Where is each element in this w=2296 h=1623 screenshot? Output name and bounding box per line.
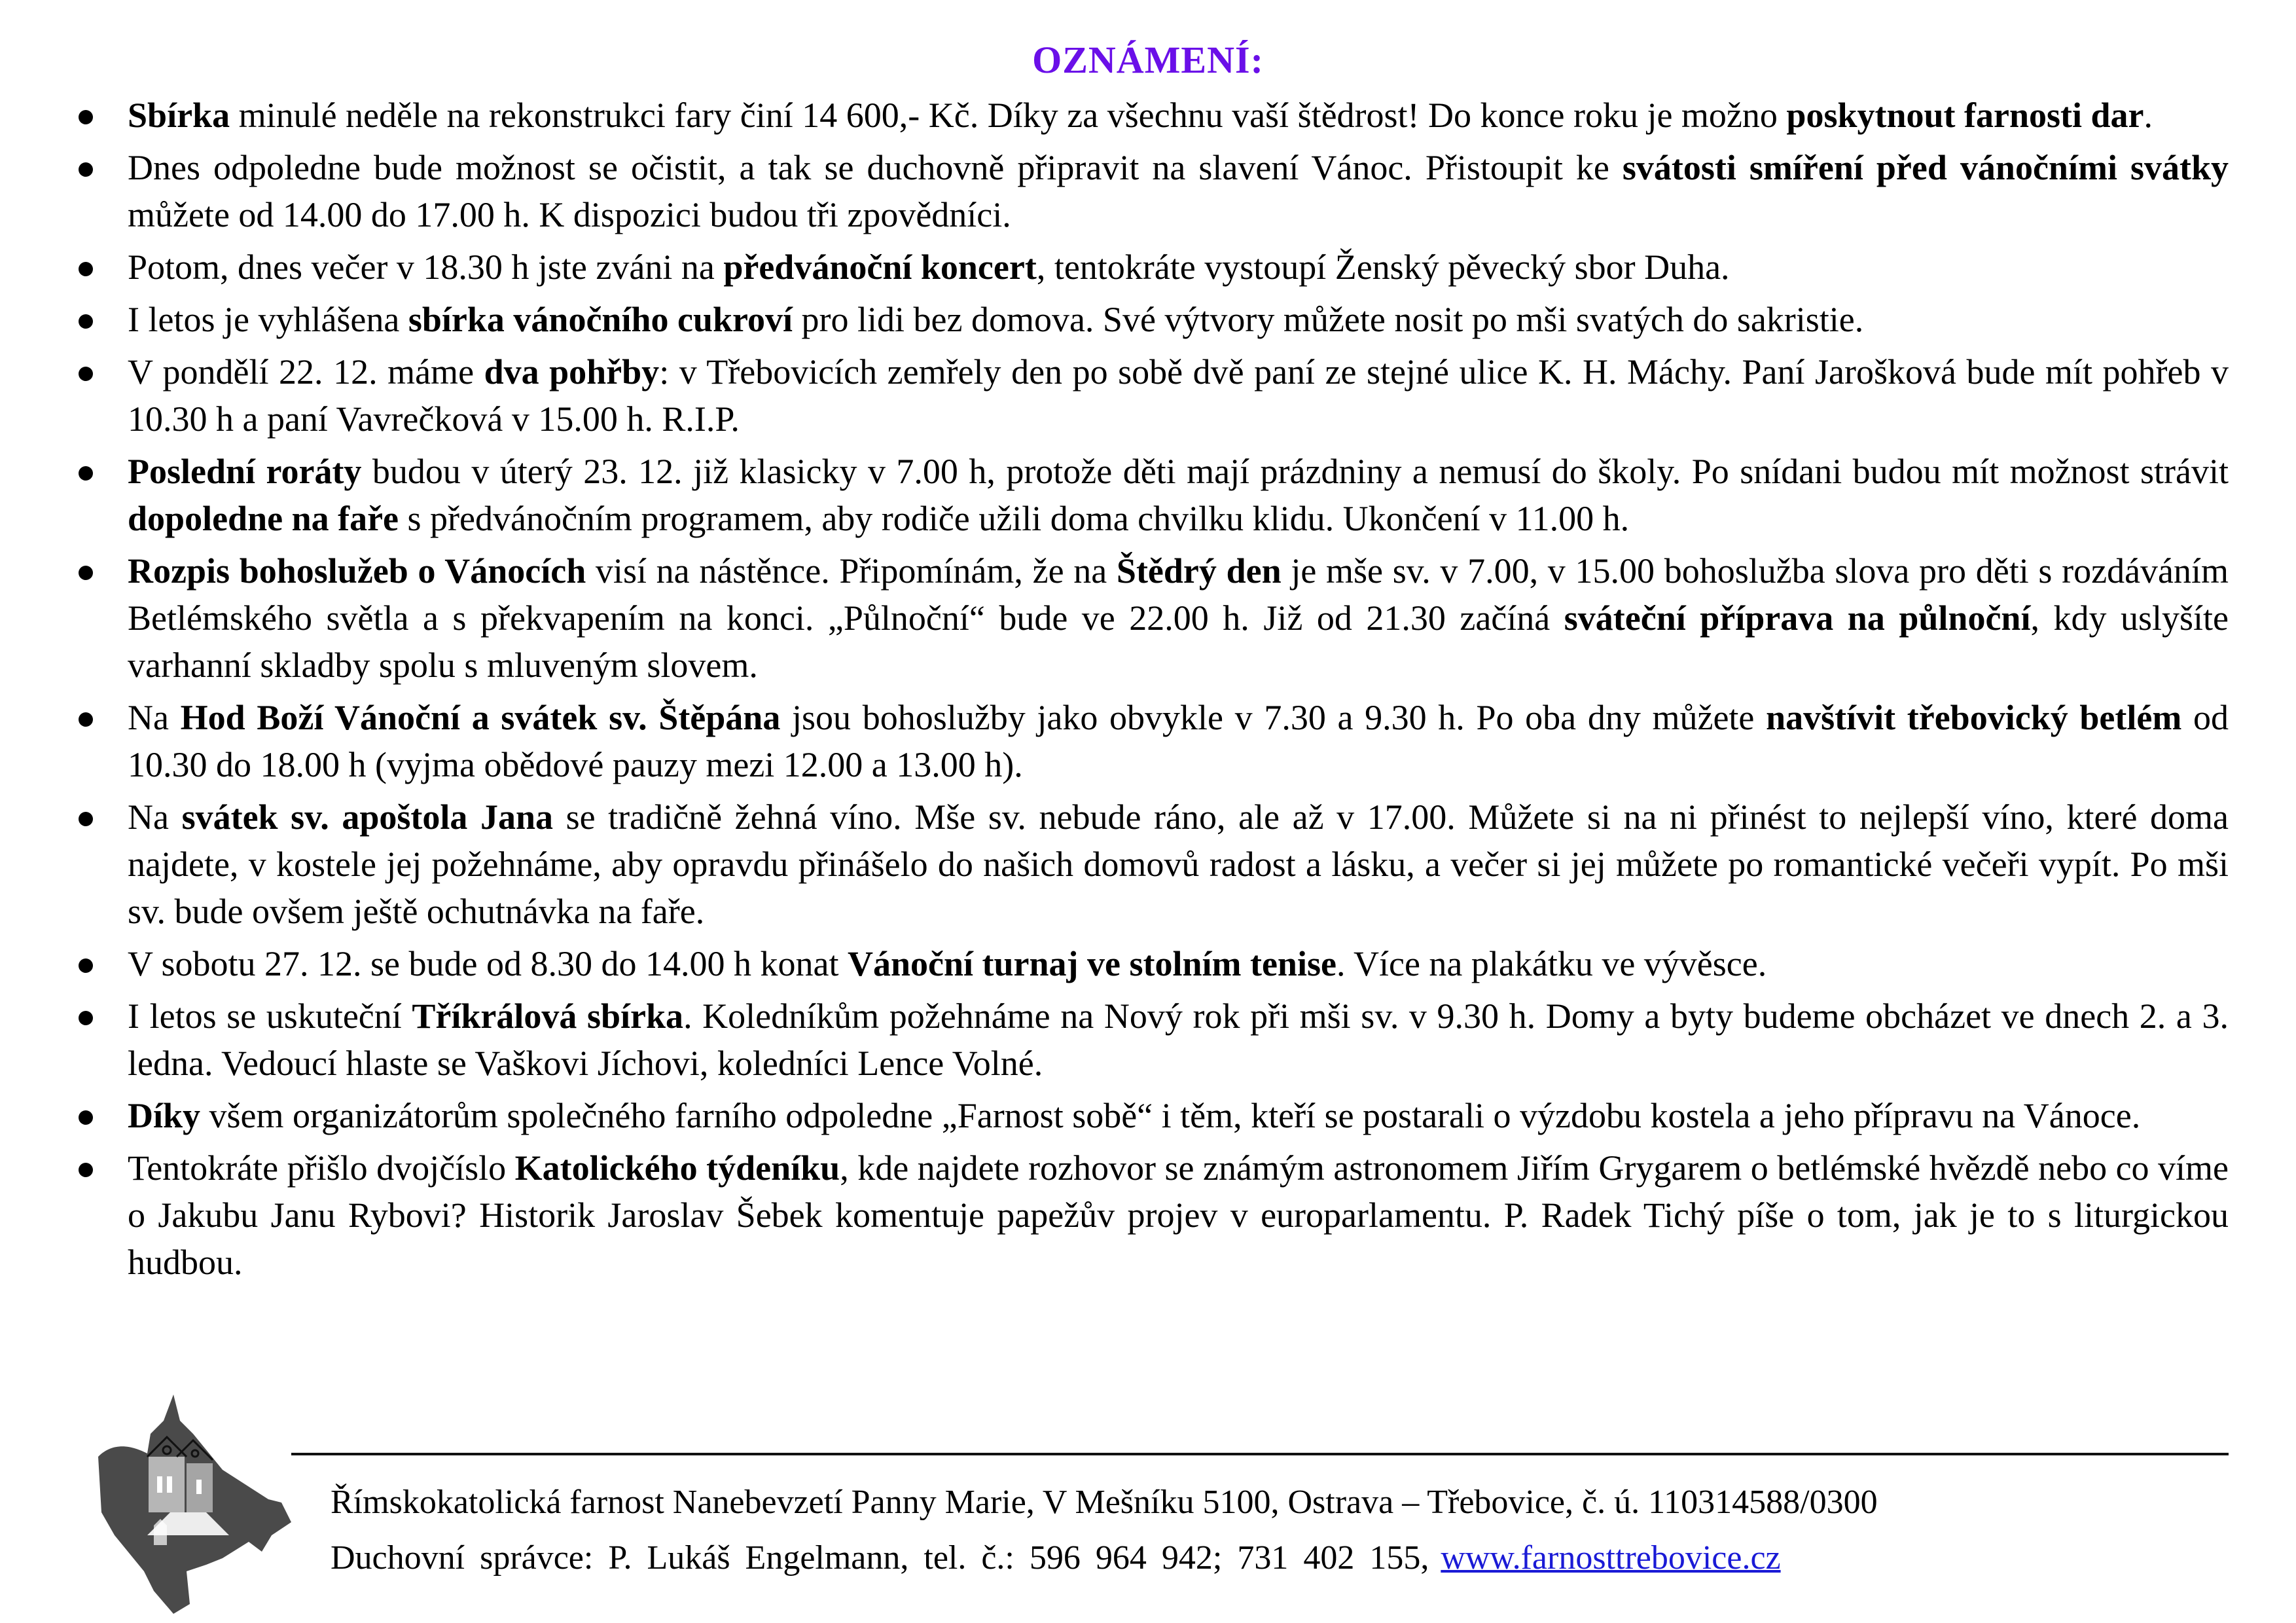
announcement-highlight: sbírka vánočního cukroví [408,300,793,339]
announcement-text: . Více na plakátku ve vývěsce. [1336,944,1767,983]
announcement-highlight: Tříkrálová sbírka [412,996,684,1036]
bullet-icon [79,1110,93,1125]
announcement-item [75,348,2229,443]
announcement-highlight: svátek sv. apoštola Jana [181,797,553,837]
announcement-text: Na [128,797,182,837]
bullet-icon [79,1011,93,1025]
announcement-item [75,448,2229,542]
announcement-highlight: Rozpis bohoslužeb o Vánocích [128,551,586,591]
announcement-highlight: dva pohřby [484,352,660,392]
announcement-item [75,940,2229,987]
announcement-text: . [2144,96,2153,135]
announcement-item [75,1092,2229,1139]
bullet-icon [79,1163,93,1177]
church-logo-icon [95,1395,291,1617]
bullet-icon [79,566,93,580]
bullet-icon [79,367,93,381]
announcement-highlight: svátosti smíření před vánočními svátky [1622,148,2229,187]
announcement-item [75,92,2229,139]
announcement-item [75,1144,2229,1286]
announcement-text: , tentokráte vystoupí Ženský pěvecký sbor Duha. [1036,247,1730,287]
bullet-icon [79,466,93,481]
announcement-text: V pondělí 22. 12. máme [128,352,484,392]
announcement-highlight: sváteční příprava na půlnoční [1564,598,2031,638]
announcement-highlight: Hod Boží Vánoční a svátek sv. Štěpána [180,698,781,737]
announcement-text: I letos je vyhlášena [128,300,408,339]
announcement-highlight: Vánoční turnaj ve stolním tenise [847,944,1336,983]
announcement-item [75,793,2229,935]
bullet-icon [79,110,93,124]
parish-contact [331,1539,1781,1577]
announcement-item [75,144,2229,238]
announcement-text: : v Třebovicích zemřely den po sobě dvě paní ze stejné ulice K. H. Máchy. Paní Jarošková bude mít pohřeb v 10.30 h a paní Vavrečková v 15.00 h. R.I.P. [128,352,2229,439]
parish-address: Římskokatolická farnost Nanebevzetí Panny Marie, V Mešníku 5100, Ostrava – Třebovice, č. ú. 110314588/0300 [331,1484,1878,1521]
announcement-text: od 10.30 do 18.00 h (vyjma obědové pauzy mezi 12.00 a 13.00 h). [128,698,2229,784]
announcement-text: všem organizátorům společného farního odpoledne „Farnost sobě“ i těm, kteří se postarali o výzdobu kostela a jeho přípravu na Vánoce. [200,1096,2141,1135]
bullet-icon [79,812,93,826]
announcement-text: Dnes odpoledne bude možnost se očistit, a tak se duchovně připravit na slavení Vánoc. Přistoupit ke [128,148,1623,187]
announcement-text: . Koledníkům požehnáme na Nový rok při mši sv. v 9.30 h. Domy a byty budeme obcházet ve dnech 2. a 3. ledna. Vedoucí hlaste se Vaškovi Jíchovi, koledníci Lence Volné. [128,996,2229,1083]
announcement-highlight: poskytnout farnosti dar [1786,96,2144,135]
announcement-text: visí na nástěnce. Připomínám, že na [586,551,1117,591]
announcement-text: Na [128,698,181,737]
announcement-text: pro lidi bez domova. Své výtvory můžete nosit po mši svatých do sakristie. [793,300,1864,339]
announcement-item [75,694,2229,788]
announcement-item [75,296,2229,343]
website-link[interactable]: www.farnosttrebovice.cz [1441,1539,1781,1577]
announcement-highlight: Díky [128,1096,201,1135]
announcement-highlight: předvánoční koncert [723,247,1037,287]
announcement-highlight: Štědrý den [1116,551,1282,591]
announcement-text: Potom, dnes večer v 18.30 h jste zváni na [128,247,724,287]
announcement-highlight: dopoledne na faře [128,499,399,538]
announcement-highlight: Poslední roráty [128,452,362,491]
footer-divider [291,1453,2229,1455]
announcement-text: je mše sv. v 7.00, v 15.00 bohoslužba slova pro děti s rozdáváním Betlémského světla a s překvapením na konci. „Půlnoční“ bude ve 22.00 h. Již od 21.30 začíná [128,551,2229,638]
announcement-text: minulé neděle na rekonstrukci fary činí 14 600,- Kč. Díky za všechnu vaší štědrost! Do konce roku je možno [230,96,1787,135]
announcement-text: se tradičně žehná víno. Mše sv. nebude ráno, ale až v 17.00. Můžete si na ni přinést to nejlepší víno, které doma najdete, v kostele jej požehnáme, aby opravdu přinášelo do našich domovů radost a lásku, a večer si jej můžete po romantické večeři vypít. Po mši sv. bude ovšem ještě ochutnávka na faře. [128,797,2229,931]
bullet-icon [79,712,93,727]
bullet-icon [79,262,93,276]
announcement-text: , kde najdete rozhovor se známým astronomem Jiřím Grygarem o betlémské hvězdě nebo co víme o Jakubu Janu Rybovi? Historik Jaroslav Šebek komentuje papežův projev v europarlamentu. P. Radek Tichý píše o tom, jak je to s liturgickou hudbou. [128,1148,2229,1282]
announcement-list [75,92,2229,1291]
bullet-icon [79,314,93,329]
bullet-icon [79,958,93,973]
contact-text: Duchovní správce: P. Lukáš Engelmann, tel. č.: 596 964 942; 731 402 155, [331,1539,1429,1577]
announcement-item [75,993,2229,1087]
announcement-text: V sobotu 27. 12. se bude od 8.30 do 14.00 h konat [128,944,848,983]
announcement-text: Tentokráte přišlo dvojčíslo [128,1148,515,1188]
announcement-text: I letos se uskuteční [128,996,412,1036]
announcement-highlight: Sbírka [128,96,230,135]
announcement-highlight: navštívit třebovický betlém [1766,698,2182,737]
announcement-text: jsou bohoslužby jako obvykle v 7.30 a 9.30 h. Po oba dny můžete [780,698,1767,737]
announcement-highlight: Katolického týdeníku [514,1148,840,1188]
announcement-text: , kdy uslyšíte varhanní skladby spolu s mluveným slovem. [128,598,2229,685]
announcement-text: s předvánočním programem, aby rodiče užili doma chvilku klidu. Ukončení v 11.00 h. [399,499,1630,538]
page-title: OZNÁMENÍ: [1032,39,1264,81]
announcement-text: můžete od 14.00 do 17.00 h. K dispozici budou tři zpovědníci. [128,195,1011,234]
announcement-text: budou v úterý 23. 12. již klasicky v 7.00 h, protože děti mají prázdniny a nemusí do školy. Po snídani budou mít možnost strávit [361,452,2229,491]
announcement-item [75,244,2229,291]
announcement-item [75,547,2229,689]
bullet-icon [79,162,93,177]
